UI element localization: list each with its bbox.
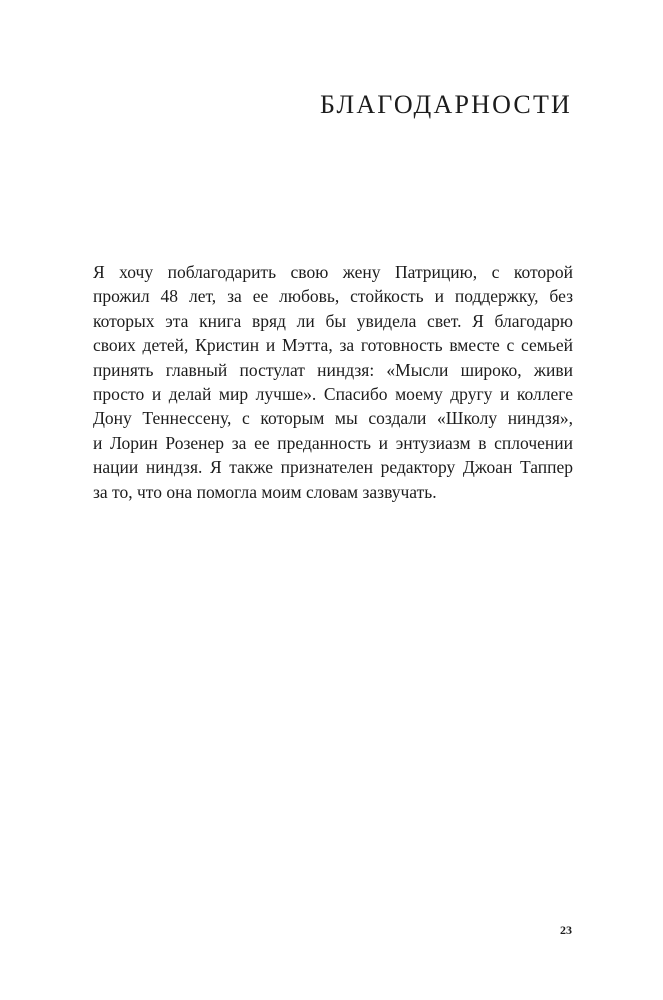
paragraph-line: которых эта книга вряд ли бы увидела свет. Я благодарю [93, 310, 573, 331]
paragraph-line: Дону Теннессену, с которым мы создали «Школу ниндзя», [93, 408, 573, 429]
page-number: 23 [560, 923, 572, 937]
paragraph-line: за то, что она помогла моим словам зазвучать. [93, 481, 437, 502]
paragraph-line: просто и делай мир лучше». Спасибо моему другу и коллеге [93, 384, 573, 405]
paragraph-line: своих детей, Кристин и Мэтта, за готовность вместе с семьей [93, 335, 573, 356]
paragraph-line: нации ниндзя. Я также признателен редактору Джоан Таппер [93, 457, 573, 478]
acknowledgements-paragraph [93, 260, 573, 504]
paragraph-line: Я хочу поблагодарить свою жену Патрицию, с которой [93, 262, 573, 282]
paragraph-line: прожил 48 лет, за ее любовь, стойкость и поддержку, без [93, 286, 573, 307]
paragraph-line: и Лорин Розенер за ее преданность и энтузиазм в сплочении [93, 432, 573, 453]
paragraph-line: принять главный постулат ниндзя: «Мысли широко, живи [93, 359, 573, 380]
chapter-title: БЛАГОДАРНОСТИ [320, 90, 572, 119]
